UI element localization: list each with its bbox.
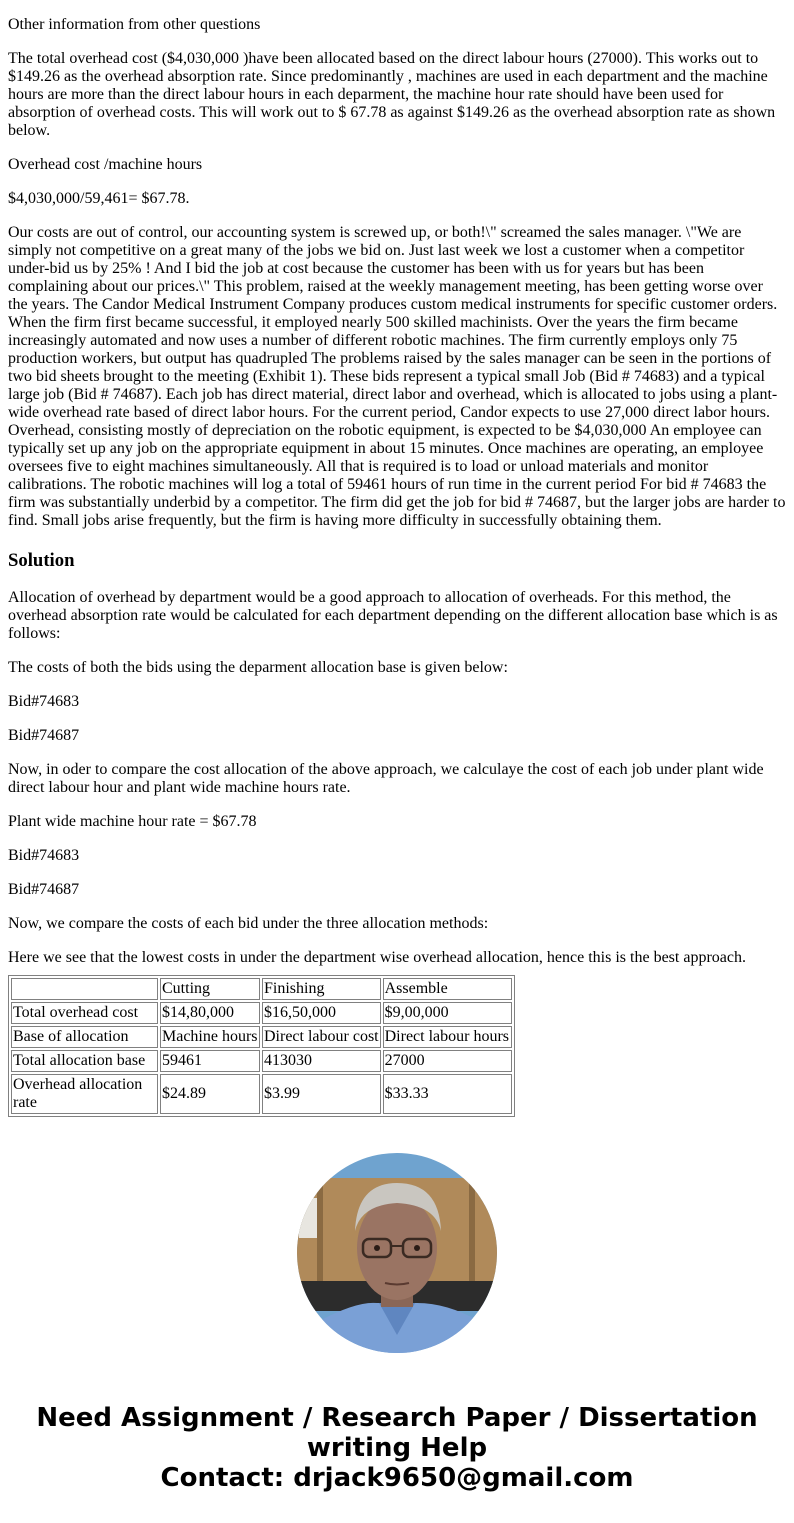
bid-74687-label: Bid#74687	[8, 727, 80, 744]
three-methods-label: Now, we compare the costs of each bid under the three allocation methods:	[8, 915, 489, 932]
table-cell: Total allocation base	[11, 1050, 158, 1072]
table-cell: 413030	[262, 1050, 381, 1072]
table-row	[11, 1074, 512, 1114]
table-cell: Overhead allocation rate	[11, 1074, 158, 1114]
formula-value: $4,030,000/59,461= $67.78.	[8, 190, 190, 207]
table-cell: 59461	[160, 1050, 260, 1072]
table-cell: $24.89	[160, 1074, 260, 1114]
table-cell: $16,50,000	[262, 1002, 381, 1024]
table-cell: 27000	[383, 1050, 512, 1072]
table-header-cell	[11, 978, 158, 1000]
table-cell: Direct labour cost	[262, 1026, 381, 1048]
table-cell: Direct labour hours	[383, 1026, 512, 1048]
compare-intro: Now, in oder to compare the cost allocation of the above approach, we calculaye the cost of each job under plant wide direct labour hour and plant wide machine hours rate.	[8, 761, 764, 796]
portrait-illustration-icon	[297, 1153, 497, 1353]
author-portrait	[297, 1153, 497, 1353]
table-cell: $9,00,000	[383, 1002, 512, 1024]
promo-line-2: writing Help	[306, 1433, 488, 1463]
table-header-cell: Finishing	[262, 978, 381, 1000]
table-row	[11, 1002, 512, 1024]
solution-heading: Solution	[8, 550, 75, 571]
table-cell: $33.33	[383, 1074, 512, 1114]
table-row	[11, 1050, 512, 1072]
table-cell: $14,80,000	[160, 1002, 260, 1024]
table-cell: Total overhead cost	[11, 1002, 158, 1024]
solution-intro: Allocation of overhead by department would be a good approach to allocation of overheads. For this method, the overhead absorption rate would be calculated for each department depending on the different allocation base which is as follows:	[8, 589, 778, 642]
table-header-row	[11, 978, 512, 1000]
promo-banner	[0, 1403, 794, 1493]
promo-line-1: Need Assignment / Research Paper / Dissertation	[36, 1403, 758, 1433]
overhead-paragraph: The total overhead cost ($4,030,000 )have been allocated based on the direct labour hours (27000). This works out to $149.26 as the overhead absorption rate. Since predominantly , machines are used in each department and the machine hours are more than the direct labour hours in each deparment, the machine hour rate should have been used for absorption of overhead costs. This will work out to $ 67.78 as against $149.26 as the overhead absorption rate as shown below.	[8, 50, 776, 139]
bid-74683-label-2: Bid#74683	[8, 847, 80, 864]
intro-label: Other information from other questions	[8, 16, 261, 33]
table-header-cell: Cutting	[160, 978, 260, 1000]
conclusion: Here we see that the lowest costs in under the department wise overhead allocation, hence this is the best approach.	[8, 949, 746, 966]
table-cell: Machine hours	[160, 1026, 260, 1048]
machine-rate-label: Plant wide machine hour rate = $67.78	[8, 813, 257, 830]
promo-contact-line: Contact: drjack9650@gmail.com	[160, 1463, 634, 1493]
case-text: Our costs are out of control, our accounting system is screwed up, or both!\" screamed the sales manager. \"We are simply not competitive on a great many of the jobs we bid on. Just last week we lost a customer when a competitor under-bid us by 25% ! And I bid the job at cost because the customer has been with us for years but has been complaining about our prices.\" This problem, raised at the weekly management meeting, has been getting worse over the years. The Candor Medical Instrument Company produces custom medical instruments for specific customer orders. When the firm first became successful, it employed nearly 500 skilled machinists. Over the years the firm became increasingly automated and now uses a number of different robotic machines. The firm currently employs only 75 production workers, but output has quadrupled The problems raised by the sales manager can be seen in the portions of two bid sheets brought to the meeting (Exhibit 1). These bids represent a typical small Job (Bid # 74683) and a typical large job (Bid # 74687). Each job has direct material, direct labor and overhead, which is allocated to jobs using a plant-wide overhead rate based of direct labor hours. For the current period, Candor expects to use 27,000 direct labor hours. Overhead, consisting mostly of depreciation on the robotic equipment, is expected to be $4,030,000 An employee can typically set up any job on the appropriate equipment in about 15 minutes. Once machines are operating, an employee oversees five to eight machines simultaneously. All that is required is to load or unload materials and monitor calibrations. The robotic machines will log a total of 59461 hours of run time in the current period For bid # 74683 the firm was substantially underbid by a competitor. The firm did get the job for bid # 74687, but the larger jobs are harder to find. Small jobs arise frequently, but the firm is having more difficulty in successfully obtaining them.	[8, 224, 786, 529]
bid-74683-label: Bid#74683	[8, 693, 80, 710]
dept-costs-label: The costs of both the bids using the deparment allocation base is given below:	[8, 659, 508, 676]
bid-74687-label-2: Bid#74687	[8, 881, 80, 898]
table-row	[11, 1026, 512, 1048]
formula-label: Overhead cost /machine hours	[8, 156, 203, 173]
table-cell: Base of allocation	[11, 1026, 158, 1048]
table-cell: $3.99	[262, 1074, 381, 1114]
table-header-cell: Assemble	[383, 978, 512, 1000]
allocation-table	[8, 975, 515, 1117]
